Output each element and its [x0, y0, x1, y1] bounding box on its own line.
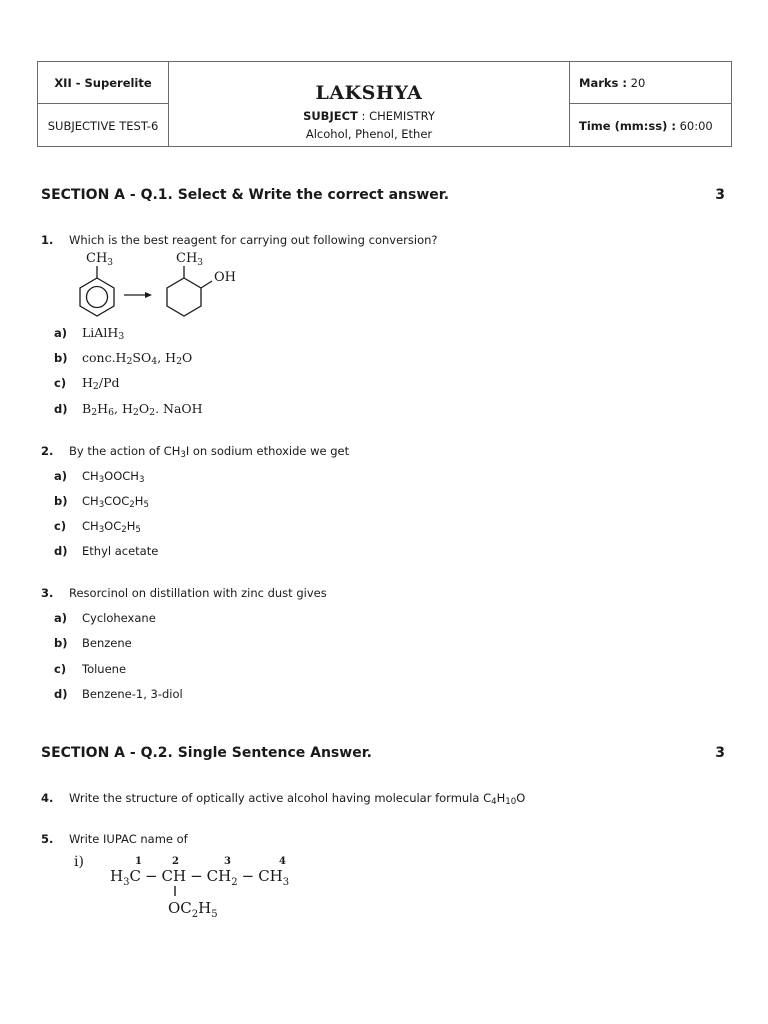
marks-value: 20	[630, 76, 646, 90]
section-marks: 3	[715, 187, 725, 203]
question-number: 3.	[41, 586, 54, 600]
option-text: Benzene	[82, 636, 132, 650]
left-group: CH	[86, 251, 108, 266]
header-right-column	[570, 62, 732, 146]
option-letter: d)	[54, 402, 68, 416]
question-text: Which is the best reagent for carrying out following conversion?	[69, 233, 438, 247]
question-number: 1.	[41, 233, 54, 247]
option-letter: a)	[54, 469, 68, 483]
time-key: Time (mm:ss) :	[579, 119, 676, 133]
marks-line	[570, 62, 732, 104]
class-label: XII - Superelite	[38, 62, 168, 104]
option-letter: c)	[54, 519, 67, 533]
question-number: 5.	[41, 832, 54, 846]
option-text: $CH_3COC_2H_5$	[82, 494, 149, 510]
main-chain: $H_3C$ − CH − $CH_2 - CH_3$	[110, 867, 290, 888]
option-letter: b)	[54, 494, 68, 508]
option-text: $CH_3OOCH_3$	[82, 469, 145, 485]
test-label: SUBJECTIVE TEST-6	[47, 118, 159, 133]
option-text: Cyclohexane	[82, 611, 156, 625]
ethoxy-branch: $OC_2H_5$	[168, 899, 218, 920]
subpart-label: i)	[74, 854, 84, 870]
carbon-number-4: 4	[279, 856, 286, 867]
option-letter: a)	[54, 326, 68, 340]
option-text: $H_2/Pd$	[82, 375, 120, 392]
right-sub: 3	[197, 258, 204, 268]
option-text: Ethyl acetate	[82, 544, 159, 558]
document-title: LAKSHYA	[315, 82, 423, 104]
section-title: SECTION A - Q.1. Select & Write the correct answer.	[41, 187, 450, 203]
topic-line: Alcohol, Phenol, Ether	[305, 127, 433, 141]
carbon-number-2: 2	[172, 856, 179, 867]
option-letter: b)	[54, 636, 68, 650]
header-center-column	[169, 62, 570, 146]
carbon-number-1: 1	[135, 856, 142, 867]
section-title: SECTION A - Q.2. Single Sentence Answer.	[41, 745, 372, 761]
header-left-column	[38, 62, 169, 146]
toluene-structure	[80, 266, 114, 316]
question-text: Resorcinol on distillation with zinc dust gives	[69, 586, 327, 600]
cyclohexanol-structure	[167, 266, 212, 316]
toluene-methyl-label	[86, 251, 113, 268]
structural-formula	[70, 848, 330, 928]
time-line	[570, 119, 713, 133]
subject-line: SUBJECT : CHEMISTRY	[303, 109, 435, 123]
option-letter: b)	[54, 351, 68, 365]
marks-key: Marks :	[579, 76, 627, 90]
option-text: Toluene	[82, 662, 127, 676]
reaction-arrow	[124, 292, 152, 298]
option-text: $conc.H_2SO_4$, $H_2O$	[82, 350, 193, 367]
section-heading-q1	[41, 187, 725, 203]
option-text: $B_2H_6$, $H_2O_2$. NaOH	[82, 401, 203, 418]
section-marks: 3	[715, 745, 725, 761]
option-letter: d)	[54, 544, 68, 558]
time-value: 60:00	[679, 119, 713, 133]
option-text: LiAlH$_3$	[82, 325, 125, 342]
option-letter: c)	[54, 662, 67, 676]
option-letter: c)	[54, 376, 67, 390]
subject-key: SUBJECT	[303, 109, 358, 123]
hydroxyl-label: OH	[214, 270, 236, 285]
option-text: $CH_3OC_2H_5$	[82, 519, 141, 535]
subject-value: CHEMISTRY	[369, 109, 435, 123]
option-letter: d)	[54, 687, 68, 701]
right-group: CH	[176, 251, 198, 266]
option-text: Benzene-1, 3-diol	[82, 687, 183, 701]
conversion-diagram	[60, 248, 260, 320]
header-table	[37, 61, 732, 147]
question-text: By the action of $CH_3I$ on sodium ethoxide we get	[69, 444, 350, 460]
question-number: 2.	[41, 444, 54, 458]
carbon-number-3: 3	[224, 856, 231, 867]
question-number: 4.	[41, 791, 54, 805]
section-heading-q2	[41, 745, 725, 761]
option-letter: a)	[54, 611, 68, 625]
left-sub: 3	[107, 258, 114, 268]
cyclohexane-methyl-label	[176, 251, 203, 268]
question-text: Write IUPAC name of	[69, 832, 188, 846]
question-text: Write the structure of optically active alcohol having molecular formula $C_4H_{10}O$	[69, 791, 526, 807]
